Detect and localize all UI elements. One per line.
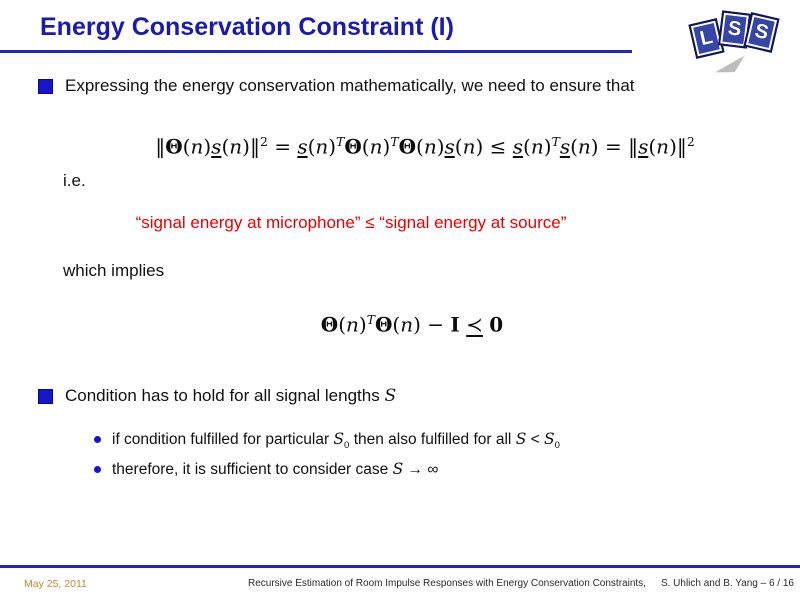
red-statement: “signal energy at microphone” ≤ “signal energy at source”: [135, 213, 567, 232]
sub-bullet-1: [94, 429, 560, 456]
footer-rule: [0, 565, 800, 568]
sub-bullet-dot-icon: [94, 436, 101, 443]
lss-logo: [688, 6, 786, 80]
footer-date: May 25, 2011: [24, 578, 87, 590]
bullet-square-icon: [38, 79, 53, 94]
footer-info: [248, 578, 794, 589]
formula-energy-inequality: ‖Θ(n)s(n)‖$^2$ = $s(n)^T\Theta(n)^T\Theta(n)s(n) \le s(n)^Ts(n)$ = ‖s(n)‖$^2$: [155, 134, 695, 159]
footer-paper-title: Recursive Estimation of Room Impulse Responses with Energy Conservation Constraints,: [247, 578, 646, 589]
sub-bullet-2: [94, 459, 438, 480]
logo-letter: S: [752, 19, 771, 45]
bullet-square-icon: [38, 389, 53, 404]
sub-bullet-dot-icon: [94, 466, 101, 473]
which-implies-label: which implies: [63, 261, 165, 280]
title-rule: [0, 50, 632, 53]
footer-authors-page: S. Uhlich and B. Yang – 6 / 16: [660, 578, 794, 589]
bullet-text: Expressing the energy conservation mathematically, we need to ensure that: [65, 76, 635, 95]
bullet-text: Condition has to hold for all signal lengths S: [65, 386, 397, 406]
ie-label: i.e.: [63, 171, 86, 190]
logo-letter: S: [726, 17, 743, 41]
sub-bullet-text: if condition fulfilled for particular $S_0$ then also fulfilled for all $S < S_0$: [112, 430, 560, 452]
bullet-item-2: [38, 385, 778, 407]
bullet-item-1: [38, 75, 778, 97]
sub-bullet-text: therefore, it is sufficient to consider case S → ∞: [112, 460, 439, 478]
logo-panel-s2: [743, 12, 779, 53]
logo-letter: L: [697, 25, 715, 51]
page-title: Energy Conservation Constraint (I): [40, 13, 454, 41]
formula-matrix-constraint: $\Theta(n)^T\Theta(n) - I$ ≺ 0: [320, 312, 504, 337]
